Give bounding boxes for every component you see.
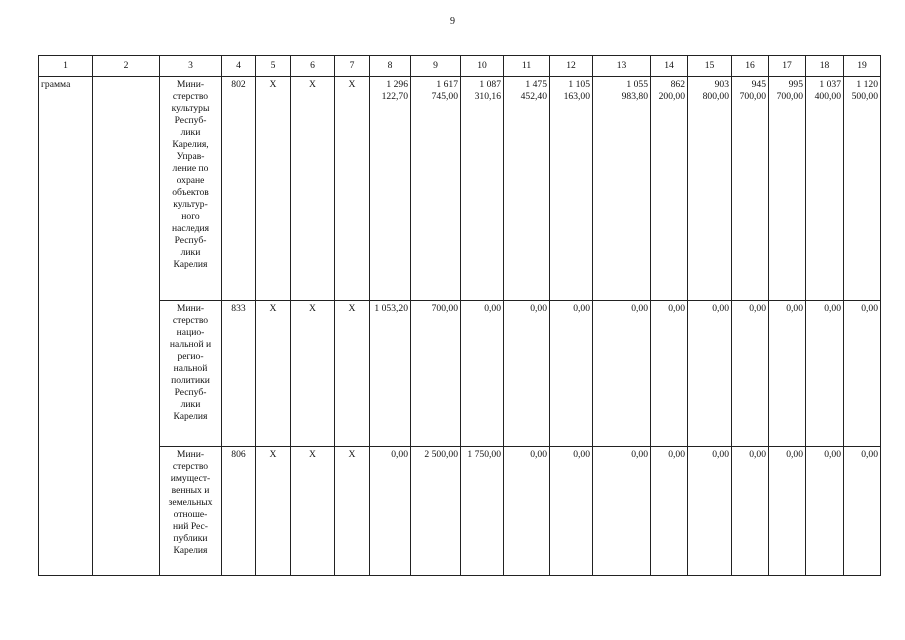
column-header-17: 17 bbox=[769, 56, 806, 77]
organization-line: публики bbox=[173, 533, 208, 544]
program-name-cell: грамма bbox=[39, 77, 93, 576]
column-header-12: 12 bbox=[550, 56, 593, 77]
amount-part: 1 087 bbox=[479, 79, 501, 90]
amount-cell bbox=[411, 447, 461, 576]
organization-line: лики bbox=[180, 127, 201, 138]
amount-part: 0,00 bbox=[573, 303, 590, 314]
amount-part: 0,00 bbox=[631, 449, 648, 460]
organization-line: Карелия, bbox=[172, 139, 209, 150]
column-header-19: 19 bbox=[844, 56, 881, 77]
amount-cell bbox=[593, 447, 651, 576]
organization-line: ление по bbox=[172, 163, 209, 174]
organization-line: Карелия bbox=[173, 411, 208, 422]
placeholder-x-cell: X bbox=[335, 77, 370, 301]
amount-cell bbox=[844, 77, 881, 301]
amount-cell bbox=[550, 301, 593, 447]
organization-line: нальной bbox=[173, 363, 208, 374]
organization-line: наследия bbox=[172, 223, 209, 234]
organization-line: Карелия bbox=[173, 259, 208, 270]
amount-part: 1 475 bbox=[525, 79, 547, 90]
organization-line: нацио- bbox=[176, 327, 205, 338]
amount-part: 0,00 bbox=[824, 303, 841, 314]
amount-part: 400,00 bbox=[814, 91, 841, 102]
amount-cell bbox=[504, 447, 550, 576]
amount-part: 200,00 bbox=[658, 91, 685, 102]
amount-part: 0,00 bbox=[530, 449, 547, 460]
amount-cell bbox=[461, 447, 504, 576]
amount-part: 0,00 bbox=[824, 449, 841, 460]
amount-part: 0,00 bbox=[786, 449, 803, 460]
amount-part: 0,00 bbox=[749, 303, 766, 314]
page-number: 9 bbox=[450, 16, 455, 27]
header-row bbox=[39, 56, 881, 77]
amount-part: 0,00 bbox=[749, 449, 766, 460]
organization-line: культуры bbox=[171, 103, 210, 114]
amount-part: 0,00 bbox=[668, 449, 685, 460]
amount-part: 1 037 bbox=[819, 79, 841, 90]
table-row bbox=[39, 301, 881, 447]
organization-line: политики bbox=[171, 375, 210, 386]
amount-cell bbox=[769, 301, 806, 447]
amount-part: 945 bbox=[751, 79, 766, 90]
amount-part: 163,00 bbox=[563, 91, 590, 102]
amount-part: 745,00 bbox=[431, 91, 458, 102]
organization-line: стерство bbox=[172, 315, 209, 326]
amount-part: 1 617 bbox=[436, 79, 458, 90]
amount-cell bbox=[370, 447, 411, 576]
amount-cell bbox=[732, 447, 769, 576]
amount-part: 0,00 bbox=[573, 449, 590, 460]
organization-line: регио- bbox=[177, 351, 204, 362]
amount-part: 0,00 bbox=[786, 303, 803, 314]
placeholder-x-cell: X bbox=[291, 301, 335, 447]
amount-part: 0,00 bbox=[631, 303, 648, 314]
department-code-cell: 806 bbox=[222, 447, 256, 576]
placeholder-x-cell: X bbox=[256, 447, 291, 576]
column-header-18: 18 bbox=[806, 56, 844, 77]
amount-part: 0,00 bbox=[484, 303, 501, 314]
amount-cell bbox=[461, 301, 504, 447]
column-header-11: 11 bbox=[504, 56, 550, 77]
amount-cell bbox=[411, 301, 461, 447]
amount-part: 452,40 bbox=[520, 91, 547, 102]
organization-line: ного bbox=[181, 211, 200, 222]
amount-cell bbox=[411, 77, 461, 301]
organization-cell bbox=[160, 447, 222, 576]
organization-line: охране bbox=[176, 175, 205, 186]
column-header-7: 7 bbox=[335, 56, 370, 77]
amount-cell bbox=[593, 301, 651, 447]
column-header-8: 8 bbox=[370, 56, 411, 77]
amount-part: 700,00 bbox=[431, 303, 458, 314]
placeholder-x-cell: X bbox=[256, 301, 291, 447]
organization-line: Респуб- bbox=[174, 387, 207, 398]
organization-cell bbox=[160, 77, 222, 301]
table-row bbox=[39, 447, 881, 576]
column-header-6: 6 bbox=[291, 56, 335, 77]
column-header-3: 3 bbox=[160, 56, 222, 77]
organization-cell bbox=[160, 301, 222, 447]
amount-cell bbox=[550, 77, 593, 301]
column-header-13: 13 bbox=[593, 56, 651, 77]
amount-cell bbox=[504, 77, 550, 301]
amount-cell bbox=[651, 301, 688, 447]
amount-part: 500,00 bbox=[851, 91, 878, 102]
placeholder-x-cell: X bbox=[335, 447, 370, 576]
amount-part: 0,00 bbox=[861, 449, 878, 460]
amount-cell bbox=[651, 77, 688, 301]
placeholder-x-cell: X bbox=[291, 77, 335, 301]
organization-line: отноше- bbox=[173, 509, 208, 520]
amount-part: 700,00 bbox=[776, 91, 803, 102]
organization-line: нальной и bbox=[169, 339, 212, 350]
column-header-4: 4 bbox=[222, 56, 256, 77]
amount-cell bbox=[806, 301, 844, 447]
amount-part: 800,00 bbox=[702, 91, 729, 102]
amount-cell bbox=[688, 447, 732, 576]
amount-part: 0,00 bbox=[391, 449, 408, 460]
amount-part: 1 296 bbox=[386, 79, 408, 90]
placeholder-x-cell: X bbox=[291, 447, 335, 576]
organization-line: Мини- bbox=[176, 303, 205, 314]
column-header-14: 14 bbox=[651, 56, 688, 77]
amount-part: 1 750,00 bbox=[467, 449, 501, 460]
amount-part: 0,00 bbox=[668, 303, 685, 314]
organization-line: Мини- bbox=[176, 79, 205, 90]
amount-cell bbox=[504, 301, 550, 447]
column-header-2: 2 bbox=[93, 56, 160, 77]
organization-line: Мини- bbox=[176, 449, 205, 460]
program-column-2-cell bbox=[93, 77, 160, 576]
amount-part: 995 bbox=[788, 79, 803, 90]
amount-cell bbox=[651, 447, 688, 576]
amount-part: 983,80 bbox=[621, 91, 648, 102]
amount-part: 0,00 bbox=[861, 303, 878, 314]
amount-cell bbox=[844, 447, 881, 576]
amount-part: 1 120 bbox=[856, 79, 878, 90]
department-code-cell: 833 bbox=[222, 301, 256, 447]
amount-cell bbox=[732, 301, 769, 447]
amount-part: 1 055 bbox=[626, 79, 648, 90]
placeholder-x-cell: X bbox=[335, 301, 370, 447]
amount-part: 1 105 bbox=[568, 79, 590, 90]
column-header-5: 5 bbox=[256, 56, 291, 77]
organization-line: стерство bbox=[172, 91, 209, 102]
organization-line: ний Рес- bbox=[173, 521, 208, 532]
organization-line: Управ- bbox=[176, 151, 205, 162]
amount-cell bbox=[550, 447, 593, 576]
amount-cell bbox=[593, 77, 651, 301]
amount-cell bbox=[732, 77, 769, 301]
organization-line: имущест- bbox=[170, 473, 211, 484]
amount-cell bbox=[806, 77, 844, 301]
organization-line: Карелия bbox=[173, 545, 208, 556]
organization-line: Респуб- bbox=[174, 115, 207, 126]
organization-line: стерство bbox=[172, 461, 209, 472]
amount-part: 0,00 bbox=[530, 303, 547, 314]
table-row bbox=[39, 77, 881, 301]
amount-cell bbox=[688, 301, 732, 447]
column-header-15: 15 bbox=[688, 56, 732, 77]
organization-line: культур- bbox=[173, 199, 208, 210]
organization-line: венных и bbox=[171, 485, 210, 496]
amount-cell bbox=[806, 447, 844, 576]
department-code-cell: 802 bbox=[222, 77, 256, 301]
amount-cell bbox=[688, 77, 732, 301]
column-header-1: 1 bbox=[39, 56, 93, 77]
amount-cell bbox=[844, 301, 881, 447]
amount-part: 903 bbox=[714, 79, 729, 90]
organization-line: Респуб- bbox=[174, 235, 207, 246]
amount-cell bbox=[461, 77, 504, 301]
placeholder-x-cell: X bbox=[256, 77, 291, 301]
amount-cell bbox=[370, 77, 411, 301]
amount-cell bbox=[769, 447, 806, 576]
amount-part: 2 500,00 bbox=[424, 449, 458, 460]
organization-line: объектов bbox=[172, 187, 209, 198]
amount-part: 700,00 bbox=[739, 91, 766, 102]
organization-line: лики bbox=[180, 247, 201, 258]
column-header-16: 16 bbox=[732, 56, 769, 77]
amount-part: 1 053,20 bbox=[374, 303, 408, 314]
amount-cell bbox=[370, 301, 411, 447]
amount-part: 0,00 bbox=[712, 449, 729, 460]
budget-table bbox=[38, 55, 881, 576]
organization-line: земельных bbox=[168, 497, 213, 508]
amount-cell bbox=[769, 77, 806, 301]
amount-part: 862 bbox=[670, 79, 685, 90]
amount-part: 122,70 bbox=[381, 91, 408, 102]
organization-line: лики bbox=[180, 399, 201, 410]
amount-part: 310,16 bbox=[474, 91, 501, 102]
column-header-10: 10 bbox=[461, 56, 504, 77]
column-header-9: 9 bbox=[411, 56, 461, 77]
amount-part: 0,00 bbox=[712, 303, 729, 314]
